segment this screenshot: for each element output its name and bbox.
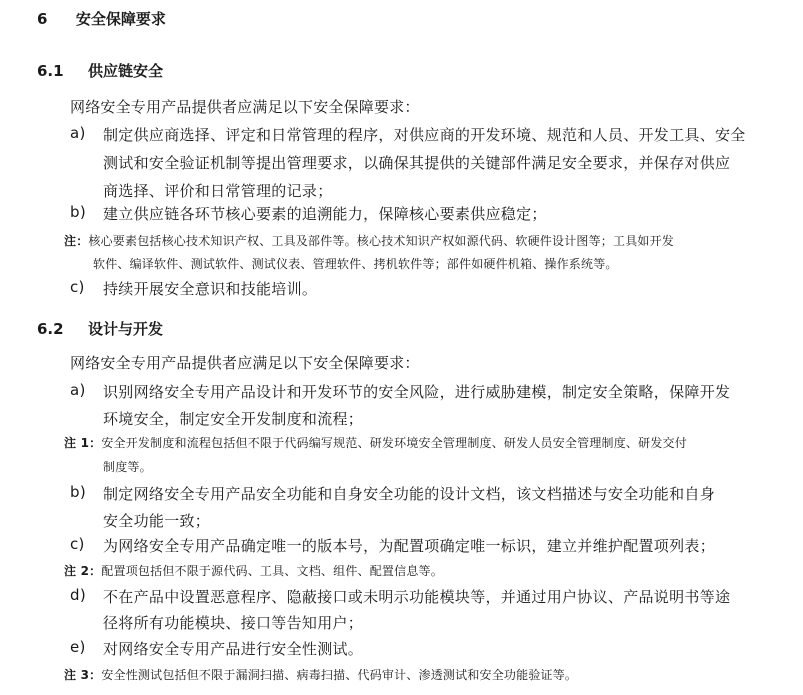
note-tag: 注 2： [64,564,102,578]
note-text: 制度等。 [103,460,152,474]
section-title: 供应链安全 [88,62,164,80]
section-intro: 网络安全专用产品提供者应满足以下安全保障要求： [70,98,420,116]
note-text: 安全开发制度和流程包括但不限于代码编写规范、研发环境安全管理制度、研发人员安全管理制度、研发交付 [101,436,687,450]
list-item-text: 安全功能一致； [103,512,211,530]
list-item-label: e) [70,638,86,656]
section-6-2-heading [37,318,163,339]
note [64,666,577,683]
section-title: 安全保障要求 [75,10,166,28]
list-item-label: c) [70,278,85,296]
note-tag: 注 1： [64,436,102,450]
list-item-text: 环境安全，制定安全开发制度和流程； [103,410,364,428]
list-item-text: 识别网络安全专用产品设计和开发环节的安全风险，进行威胁建模，制定安全策略，保障开发 [103,383,731,401]
list-item-text: 持续开展安全意识和技能培训。 [103,280,318,298]
list-item-text: 不在产品中设置恶意程序、隐蔽接口或未明示功能模块等，并通过用户协议、产品说明书等途 [103,588,731,606]
list-item-text: 商选择、评价和日常管理的记录； [103,182,333,200]
note-text: 配置项包括但不限于源代码、工具、文档、组件、配置信息等。 [101,564,443,578]
list-item-label: b) [70,203,86,221]
section-number: 6.2 [37,320,64,338]
section-intro: 网络安全专用产品提供者应满足以下安全保障要求： [70,354,420,372]
note-tag: 注： [64,234,89,248]
list-item-label: a) [70,381,86,399]
list-item-text: 测试和安全验证机制等提出管理要求，以确保其提供的关键部件满足安全要求，并保存对供应 [103,154,731,172]
section-number: 6.1 [37,62,64,80]
note-text: 软件、编译软件、测试软件、测试仪表、管理软件、拷机软件等；部件如硬件机箱、操作系统等。 [93,257,618,271]
note [64,562,443,579]
section-6-1-heading [37,60,163,81]
note-tag: 注 3： [64,668,102,682]
section-title: 设计与开发 [88,320,164,338]
list-item-text: 制定网络安全专用产品安全功能和自身安全功能的设计文档，该文档描述与安全功能和自身 [103,485,716,503]
note-text: 核心要素包括核心技术知识产权、工具及部件等。核心技术知识产权如源代码、软硬件设计图等；工具如开发 [88,234,675,248]
list-item-label: b) [70,483,86,501]
list-item-text: 为网络安全专用产品确定唯一的版本号，为配置项确定唯一标识，建立并维护配置项列表； [103,537,716,555]
section-6-heading [37,8,166,29]
note-text: 安全性测试包括但不限于漏洞扫描、病毒扫描、代码审计、渗透测试和安全功能验证等。 [101,668,578,682]
note [64,434,687,451]
list-item-text: 建立供应链各环节核心要素的追溯能力，保障核心要素供应稳定； [103,205,547,223]
list-item-label: c) [70,535,85,553]
list-item-text: 对网络安全专用产品进行安全性测试。 [103,640,364,658]
list-item-label: a) [70,124,86,142]
list-item-label: d) [70,586,86,604]
list-item-text: 制定供应商选择、评定和日常管理的程序，对供应商的开发环境、规范和人员、开发工具、安全 [103,126,746,144]
list-item-text: 径将所有功能模块、接口等告知用户； [103,614,364,632]
note [64,232,674,249]
section-number: 6 [37,10,48,28]
